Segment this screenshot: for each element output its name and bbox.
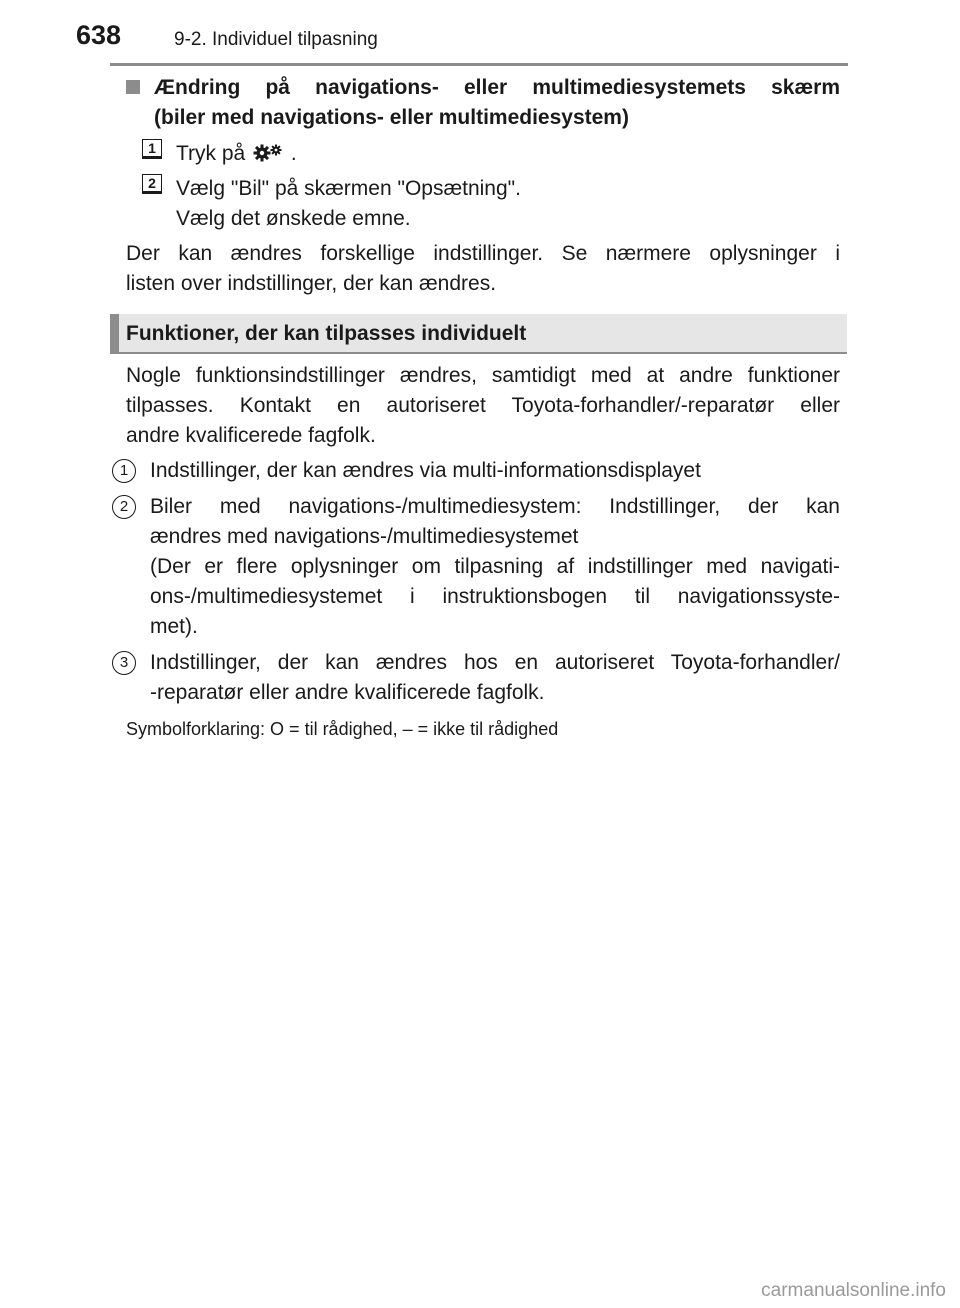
section-title (126, 73, 840, 133)
step-text: Vælg det ønskede emne. (176, 207, 411, 230)
section-paragraph (126, 239, 840, 299)
item-line: Indstillinger, der kan ændres via multi-informationsdisplayet (150, 459, 701, 482)
section-title-line: Ændring på navigations- eller multimediesystemets skærm (154, 76, 840, 99)
gear-icon (251, 142, 285, 162)
square-bullet-icon (126, 80, 140, 94)
heading-title: Funktioner, der kan tilpasses individuelt (126, 322, 527, 345)
step-text (176, 139, 297, 169)
step-number-box: 1 (142, 139, 162, 159)
item-body (150, 492, 840, 642)
item-body (150, 456, 840, 486)
section-title-line: (biler med navigations- eller multimediesystem) (154, 106, 629, 129)
paragraph-line: tilpasses. Kontakt en autoriseret Toyota-forhandler/-reparatør eller (126, 394, 840, 417)
header-rule (110, 63, 848, 66)
list-item (112, 492, 840, 642)
item-line: ons-/multimediesystemet i instruktionsbogen til navigationssyste- (150, 585, 840, 608)
item-line: Biler med navigations-/multimediesystem: Indstillinger, der kan (150, 495, 840, 518)
item-number-circle: 1 (112, 459, 136, 483)
paragraph-line: Der kan ændres forskellige indstillinger. Se nærmere oplysninger i (126, 242, 840, 265)
paragraph-line: Nogle funktionsindstillinger ændres, samtidigt med at andre funktioner (126, 364, 840, 387)
heading-box (110, 314, 847, 354)
step-text: Vælg "Bil" på skærmen "Opsætning". (176, 177, 521, 200)
intro-paragraph (126, 361, 840, 451)
step-text-before: Tryk på (176, 142, 246, 165)
page-number: 638 (76, 20, 122, 50)
item-number-circle: 3 (112, 651, 136, 675)
chapter-title: 9-2. Individuel tilpasning (174, 29, 378, 50)
item-body (150, 648, 840, 708)
step-number-box: 2 (142, 174, 162, 194)
paragraph-line: andre kvalificerede fagfolk. (126, 424, 376, 447)
list-item (112, 456, 840, 486)
item-line: -reparatør eller andre kvalificerede fagfolk. (150, 681, 545, 704)
heading-bar (110, 314, 119, 354)
item-line: ændres med navigations-/multimediesystemet (150, 525, 579, 548)
step-text-after: . (290, 142, 297, 165)
item-line: (Der er flere oplysninger om tilpasning af indstillinger med navigati- (150, 555, 840, 578)
item-number-circle: 2 (112, 495, 136, 519)
watermark-link[interactable]: carmanualsonline.info (761, 1280, 946, 1301)
item-line: met). (150, 615, 198, 638)
paragraph-line: listen over indstillinger, der kan ændres. (126, 272, 497, 295)
item-line: Indstillinger, der kan ændres hos en autoriseret Toyota-forhandler/ (150, 651, 840, 674)
list-item (112, 648, 840, 708)
symbol-legend: Symbolforklaring: O = til rådighed, – = ikke til rådighed (126, 719, 559, 739)
